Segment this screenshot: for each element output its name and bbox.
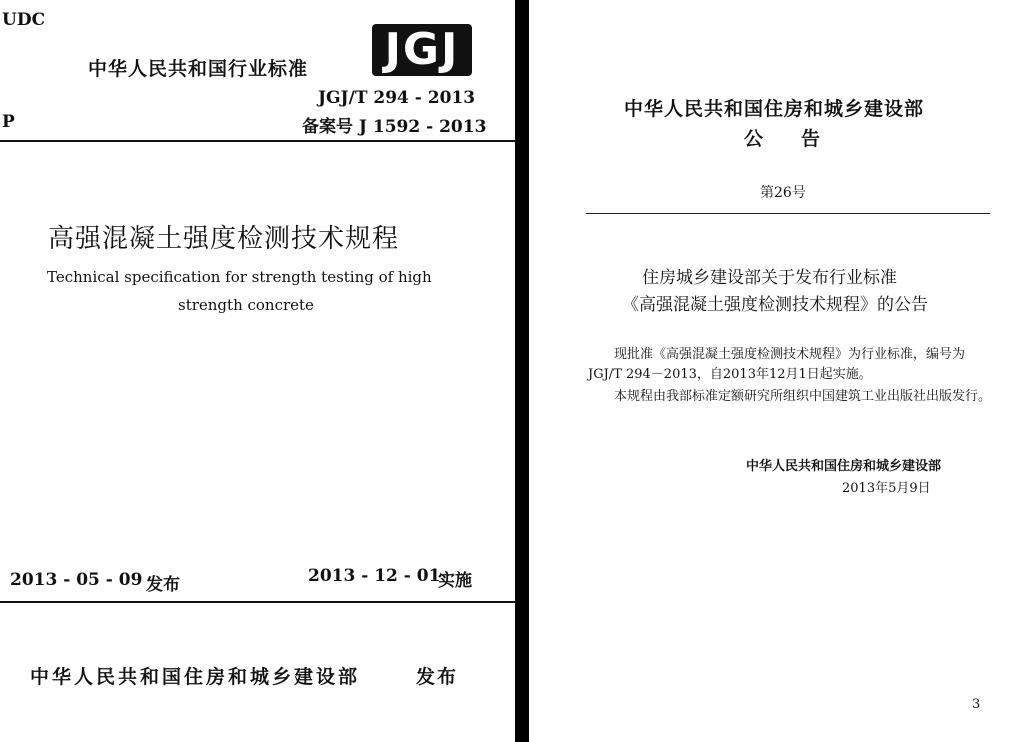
standard-number: JGJ/T 294 - 2013: [318, 88, 476, 108]
bottom-divider: [0, 601, 516, 603]
title-english-line2: strength concrete: [178, 296, 314, 314]
notice-divider: [586, 213, 990, 214]
record-number: 备案号 J 1592 - 2013: [302, 117, 487, 137]
title-chinese: 高强混凝土强度检测技术规程: [48, 224, 400, 254]
ministry-heading: 中华人民共和国住房和城乡建设部: [624, 98, 925, 120]
issuer-action: 发布: [416, 666, 459, 688]
signature-ministry: 中华人民共和国住房和城乡建设部: [746, 459, 942, 474]
book-spine: [515, 0, 529, 742]
publish-date: 2013 - 05 - 09: [10, 570, 143, 590]
notice-number: 第26号: [760, 185, 806, 201]
page-number: 3: [972, 697, 981, 712]
udc-label: UDC: [2, 10, 46, 30]
jgj-logo: JGJ: [372, 24, 472, 76]
signature-date: 2013年5月9日: [842, 481, 931, 496]
subject-line2: 《高强混凝土强度检测技术规程》的公告: [622, 295, 928, 315]
standard-type-label: 中华人民共和国行业标准: [88, 58, 309, 80]
category-label: P: [2, 112, 15, 132]
publish-label: 发布: [146, 575, 180, 595]
body-paragraph-1: 现批准《高强混凝土强度检测技术规程》为行业标准，编号为JGJ/T 294－2013，自2013年12月1日起实施。: [588, 347, 966, 382]
announcement-page: [530, 0, 1024, 742]
title-english-line1: Technical specification for strength testing of high: [47, 268, 432, 286]
body-paragraph-2: 本规程由我部标准定额研究所组织中国建筑工业出版社出版发行。: [614, 389, 992, 404]
issuer-name: 中华人民共和国住房和城乡建设部: [30, 666, 361, 688]
subject-line1: 住房城乡建设部关于发布行业标准: [642, 268, 897, 288]
implement-date: 2013 - 12 - 01: [308, 566, 441, 586]
top-divider: [0, 140, 516, 142]
notice-title: 公 告: [744, 128, 821, 150]
implement-label: 实施: [438, 571, 472, 591]
